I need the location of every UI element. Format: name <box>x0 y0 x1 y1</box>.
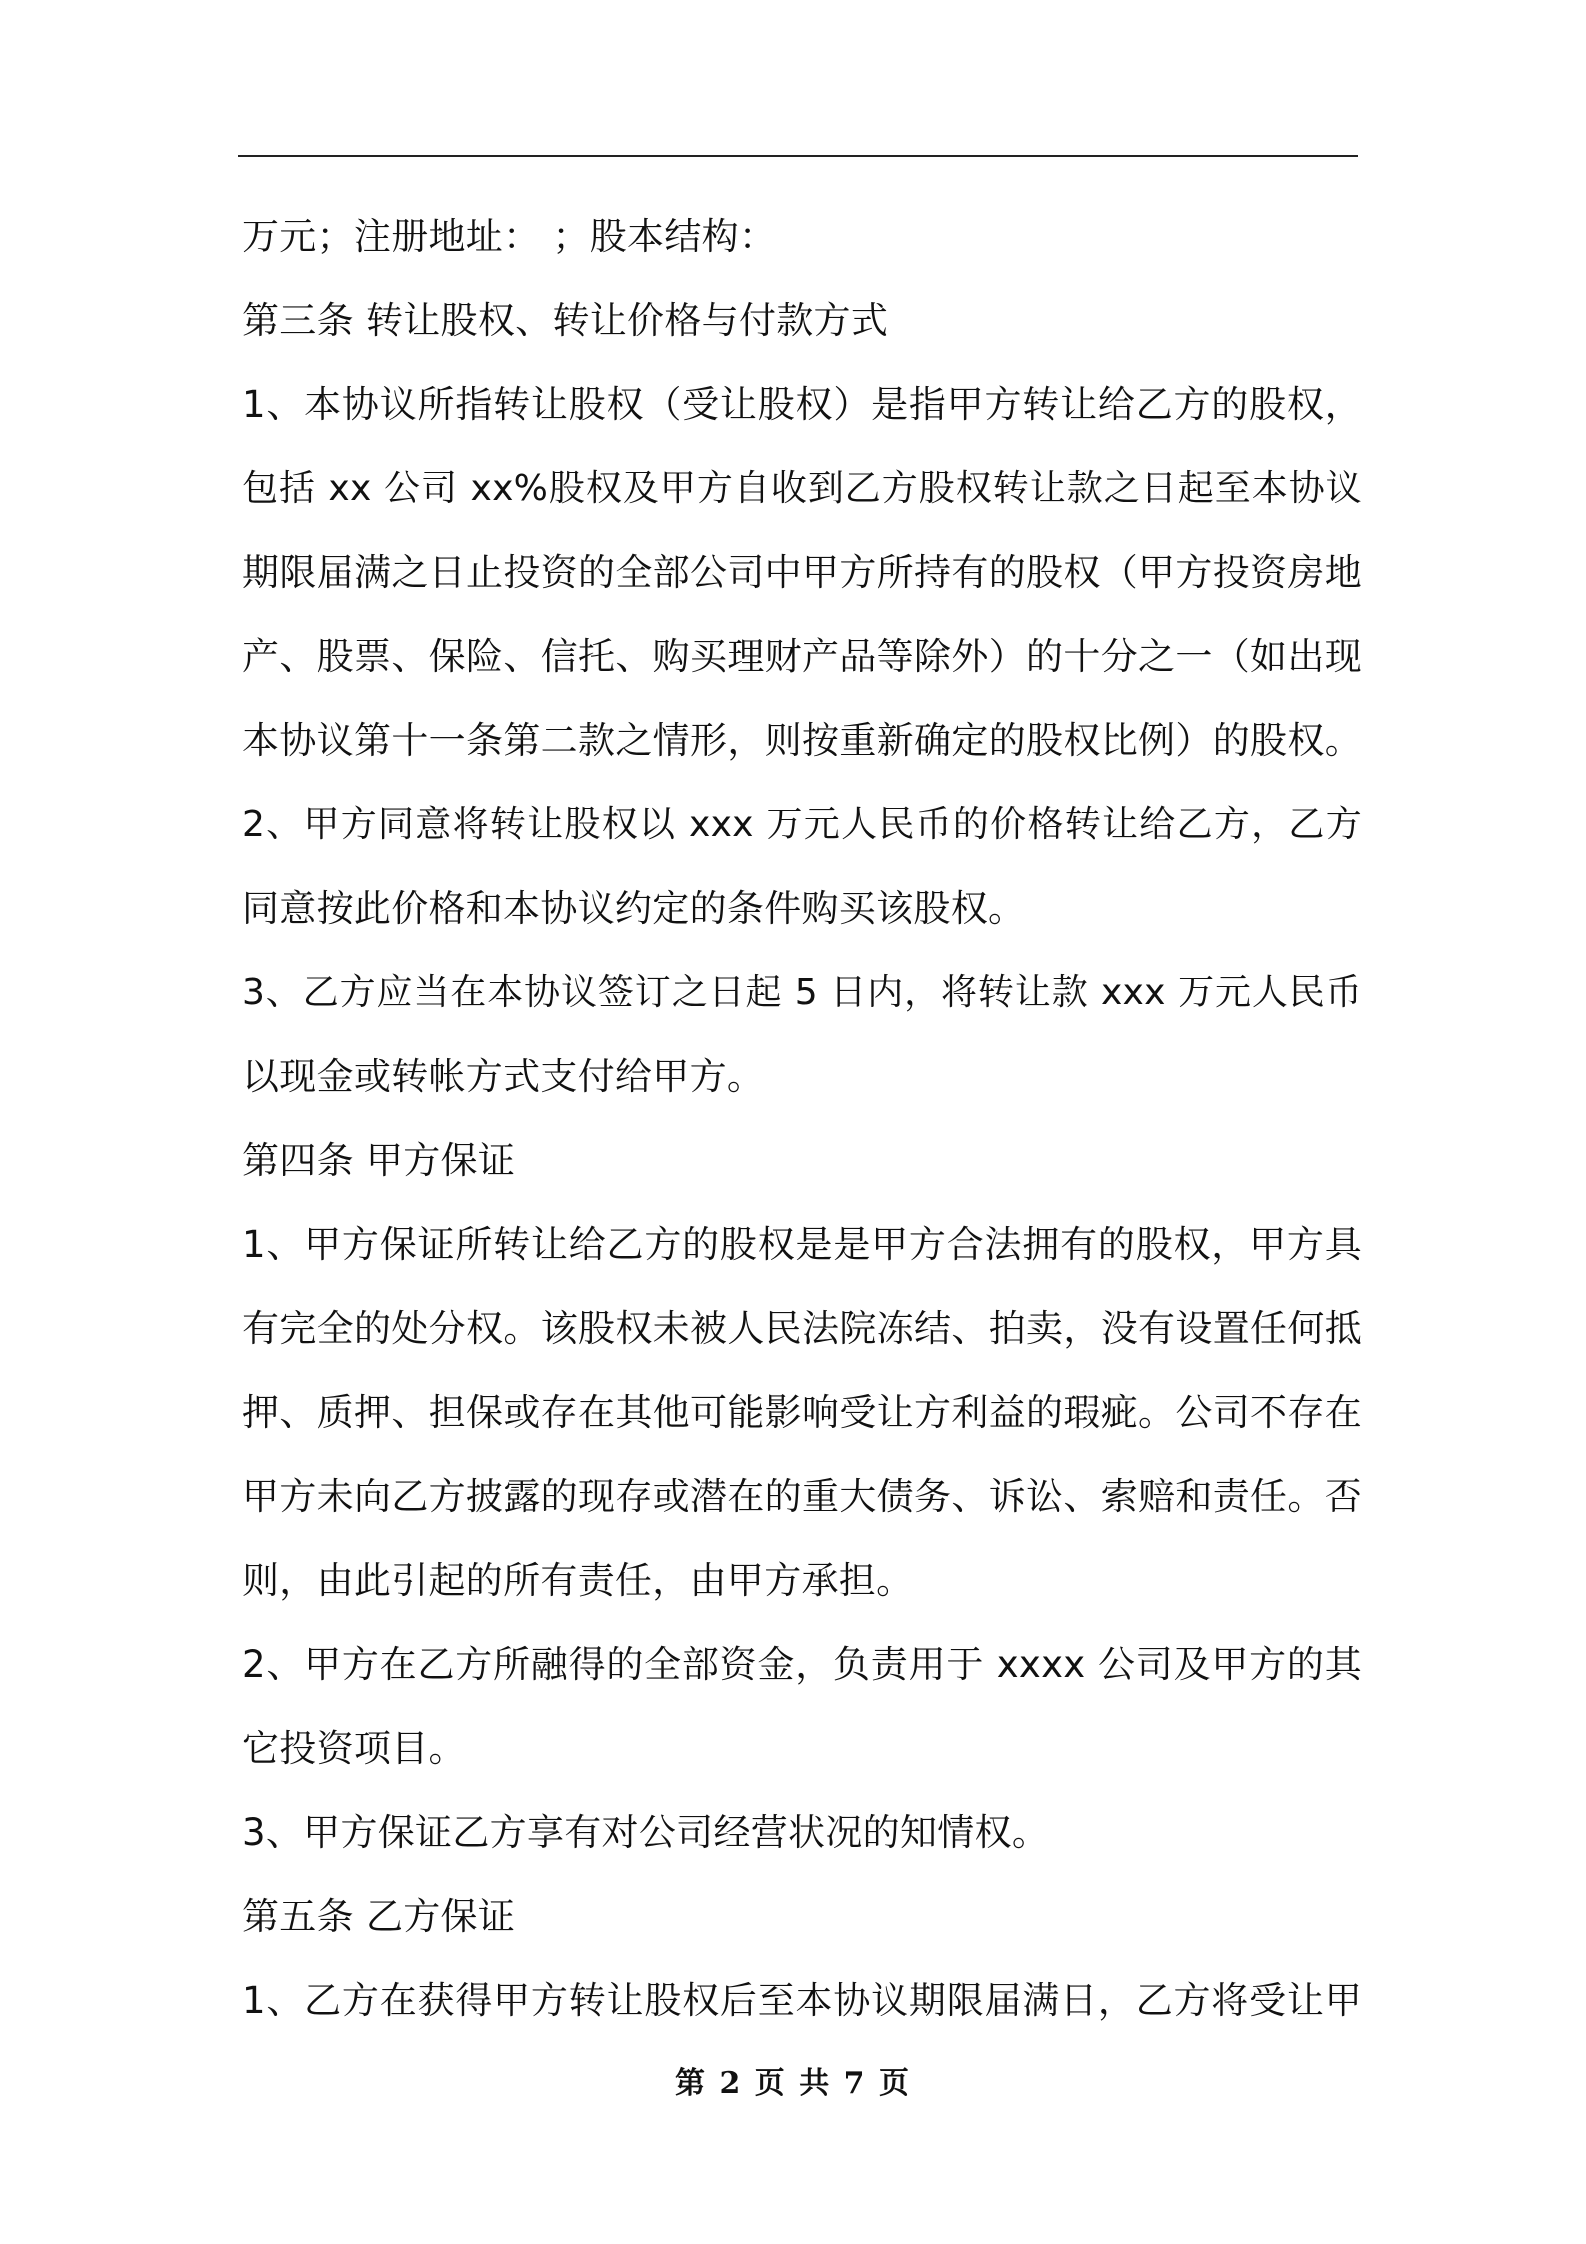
text-line: 有完全的处分权。该股权未被人民法院冻结、拍卖，没有设置任何抵 <box>242 1307 1362 1350</box>
text-line: 万元；注册地址： ；股本结构： <box>242 215 777 258</box>
text-line: 2、甲方同意将转让股权以 xxx 万元人民币的价格转让给乙方，乙方 <box>242 804 1362 845</box>
text-line: 1、甲方保证所转让给乙方的股权是是甲方合法拥有的股权，甲方具 <box>242 1223 1362 1266</box>
text-line: 包括 xx 公司 xx%股权及甲方自收到乙方股权转让款之日起至本协议 <box>242 468 1362 509</box>
text-line: 以现金或转帐方式支付给甲方。 <box>242 1055 765 1098</box>
section-heading: 第五条 乙方保证 <box>242 1895 516 1938</box>
section-heading: 第三条 转让股权、转让价格与付款方式 <box>242 299 889 342</box>
text-line: 期限届满之日止投资的全部公司中甲方所持有的股权（甲方投资房地 <box>242 551 1362 594</box>
page-number-footer: 第 2 页 共 7 页 <box>675 2066 911 2101</box>
text-line: 1、乙方在获得甲方转让股权后至本协议期限届满日，乙方将受让甲 <box>242 1979 1362 2022</box>
section-heading: 第四条 甲方保证 <box>242 1139 516 1182</box>
text-line: 它投资项目。 <box>242 1727 466 1770</box>
text-line: 3、乙方应当在本协议签订之日起 5 日内，将转让款 xxx 万元人民币 <box>242 972 1362 1013</box>
text-line: 押、质押、担保或存在其他可能影响受让方利益的瑕疵。公司不存在 <box>242 1391 1362 1434</box>
text-line: 本协议第十一条第二款之情形，则按重新确定的股权比例）的股权。 <box>242 719 1362 762</box>
document-body <box>242 195 1362 2043</box>
text-line: 则，由此引起的所有责任，由甲方承担。 <box>242 1559 914 1602</box>
text-line: 产、股票、保险、信托、购买理财产品等除外）的十分之一（如出现 <box>242 635 1362 678</box>
text-line: 3、甲方保证乙方享有对公司经营状况的知情权。 <box>242 1811 1050 1854</box>
header-rule <box>238 155 1358 157</box>
text-line: 同意按此价格和本协议约定的条件购买该股权。 <box>242 887 1026 930</box>
text-line: 1、本协议所指转让股权（受让股权）是指甲方转让给乙方的股权， <box>242 383 1362 426</box>
text-line: 甲方未向乙方披露的现存或潜在的重大债务、诉讼、索赔和责任。否 <box>242 1475 1362 1518</box>
text-line: 2、甲方在乙方所融得的全部资金，负责用于 xxxx 公司及甲方的其 <box>242 1643 1362 1686</box>
